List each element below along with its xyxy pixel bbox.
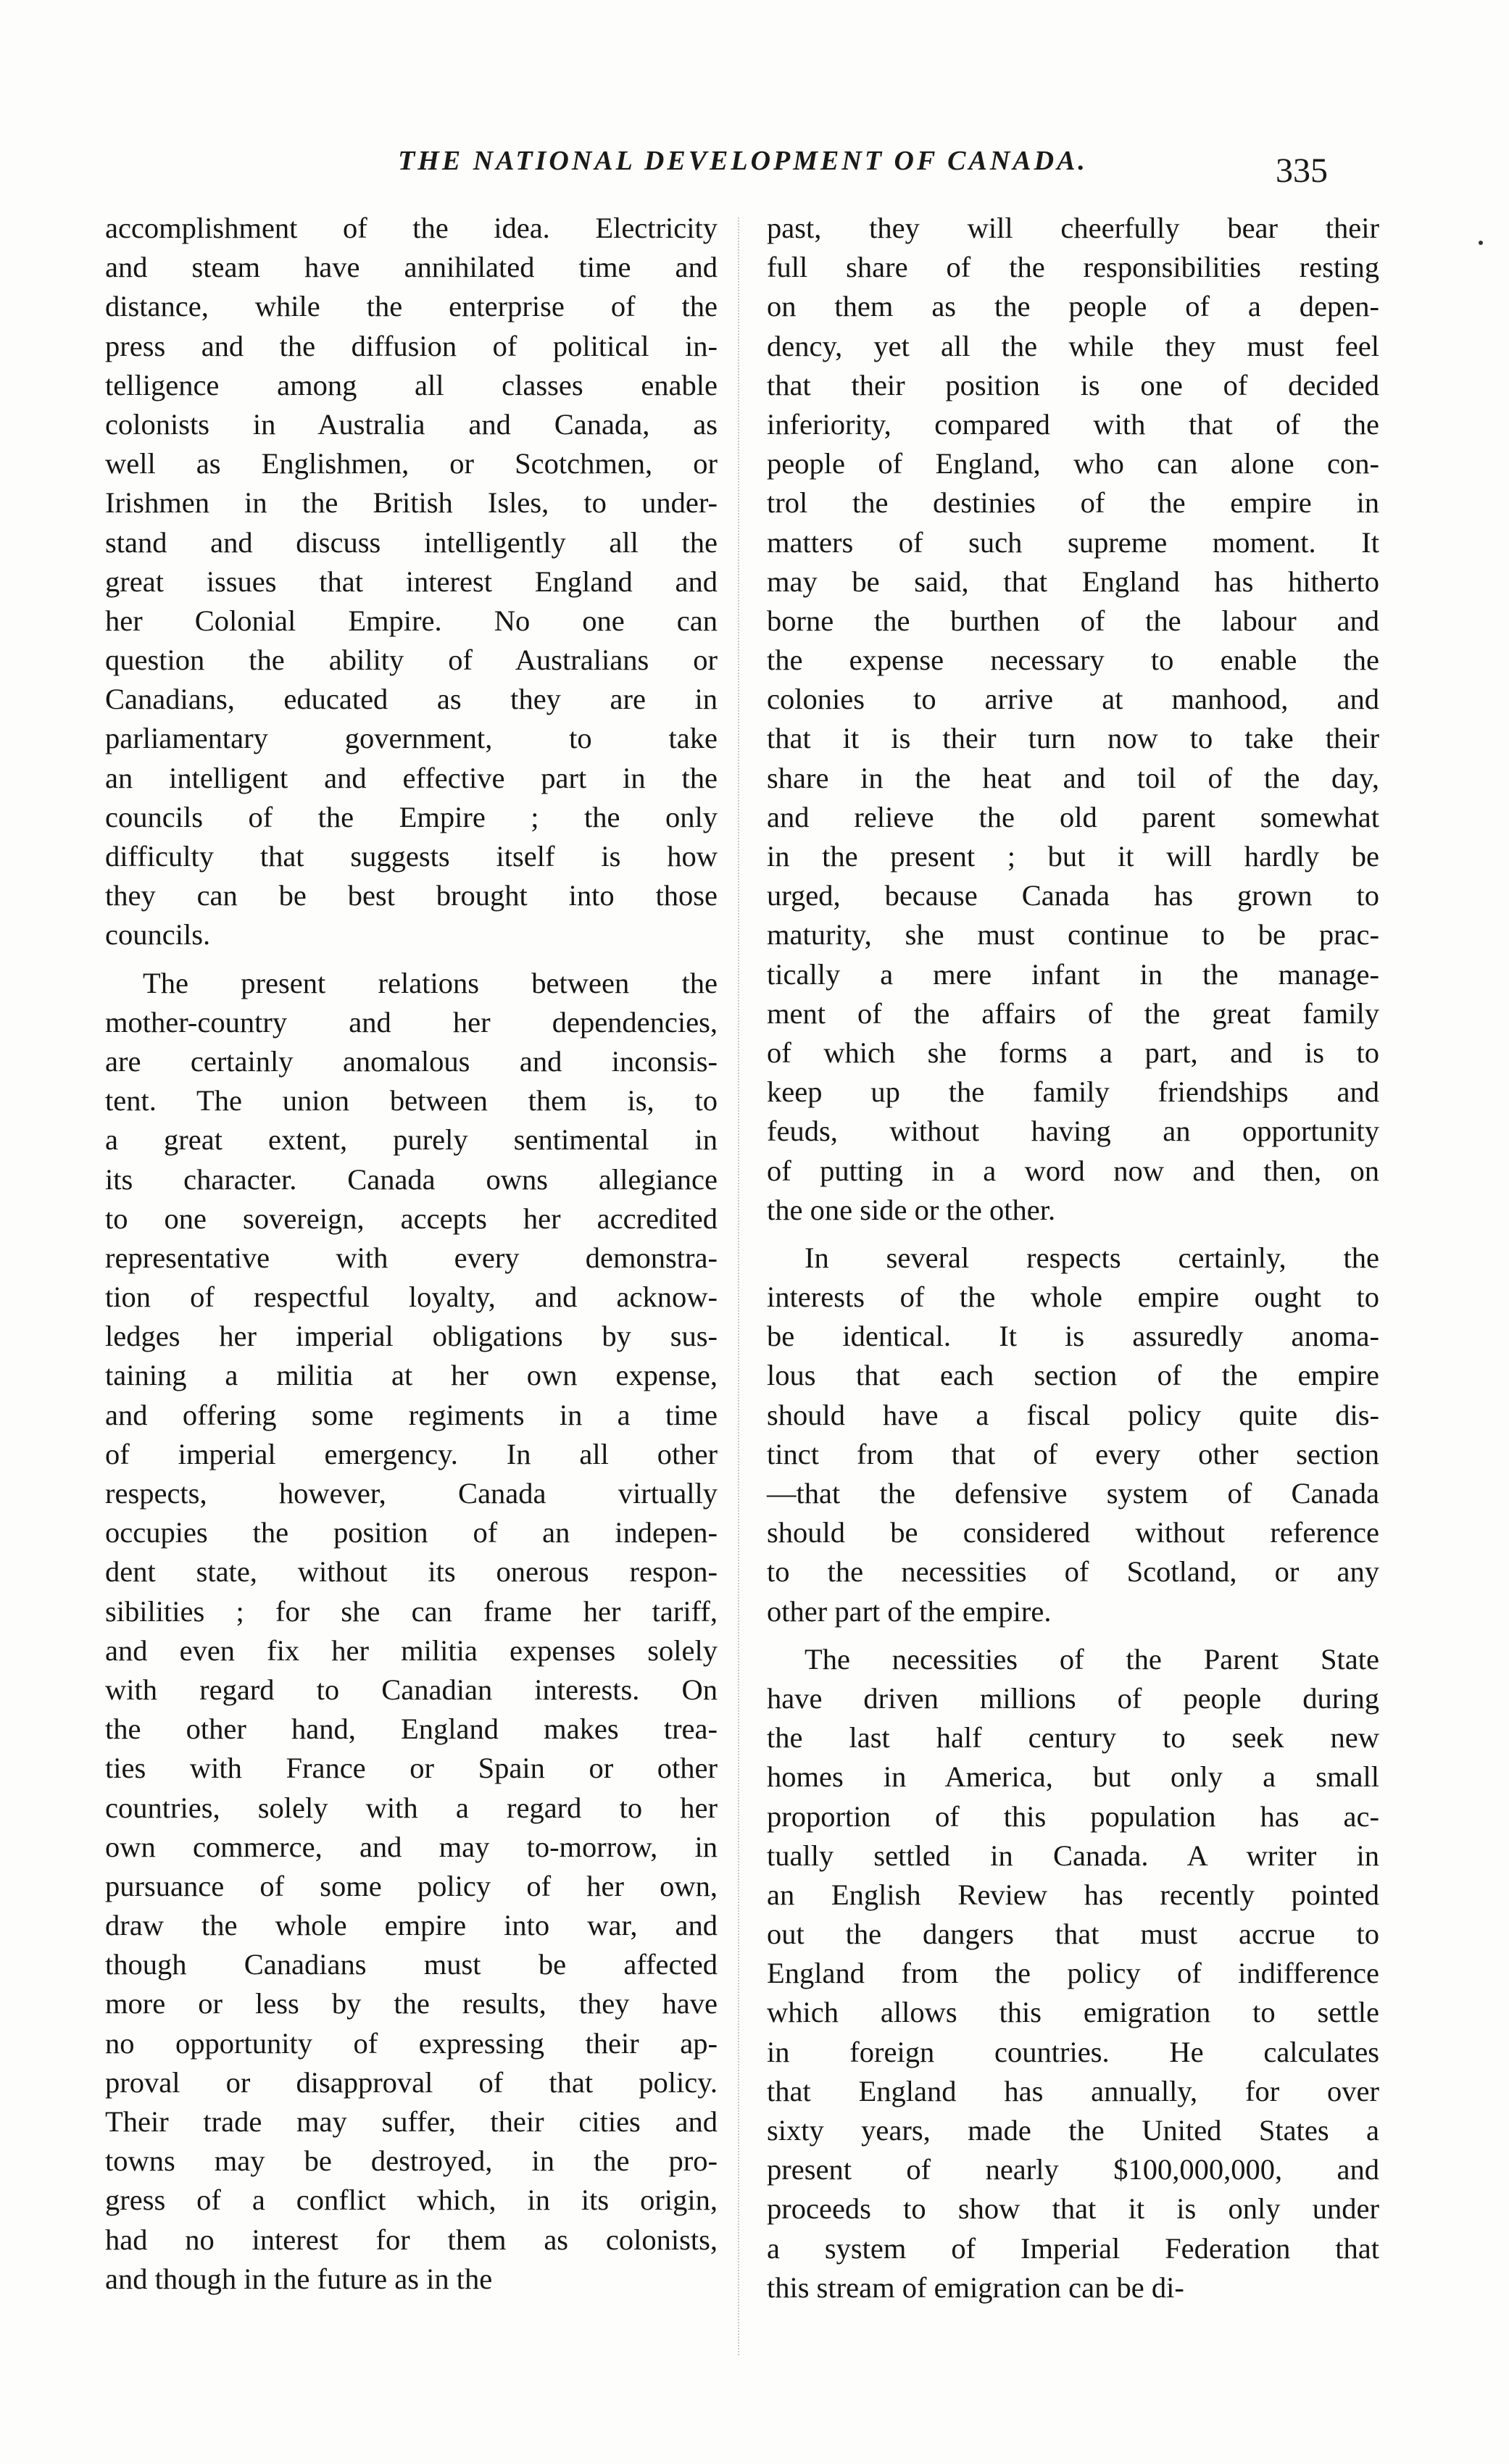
text-line: the last half century to seek new — [767, 1721, 1379, 1755]
text-line: lous that each section of the empire — [767, 1359, 1379, 1392]
text-line: press and the diffusion of political in- — [105, 329, 718, 362]
text-line: inferiority, compared with that of the — [767, 407, 1379, 441]
text-line: accomplishment of the idea. Electricity — [105, 212, 718, 244]
text-line: keep up the family friendships and — [767, 1075, 1379, 1109]
text-line: other part of the empire. — [767, 1594, 1052, 1628]
text-line: matters of such supreme moment. It — [767, 525, 1379, 559]
text-line: sibilities ; for she can frame her tariff, — [105, 1594, 718, 1628]
text-line: interests of the whole empire ought to — [767, 1281, 1379, 1314]
text-line: out the dangers that must accrue to — [767, 1918, 1379, 1951]
text-line: tent. The union between them is, to — [105, 1084, 718, 1117]
text-line: telligence among all classes enable — [105, 368, 718, 401]
text-line: and though in the future as in the — [105, 2262, 493, 2295]
text-line: share in the heat and toil of the day, — [767, 761, 1379, 794]
text-line: councils of the Empire ; the only — [105, 800, 718, 833]
text-line: in the present ; but it will hardly be — [767, 840, 1379, 873]
text-line: mother-country and her dependencies, — [105, 1005, 718, 1039]
text-line: proval or disapproval of that policy. — [105, 2065, 718, 2099]
text-line: this stream of emigration can be di- — [767, 2271, 1184, 2304]
text-line: and relieve the old parent somewhat — [767, 800, 1379, 833]
text-line: tinct from that of every other section — [767, 1437, 1379, 1470]
right-paragraph-2 — [767, 1239, 1379, 1631]
text-line: colonies to arrive at manhood, and — [767, 683, 1379, 716]
text-line: The present relations between the — [143, 966, 718, 999]
text-line: its character. Canada owns allegiance — [105, 1162, 718, 1196]
left-column — [105, 209, 718, 2299]
text-line: own commerce, and may to-morrow, in — [105, 1830, 718, 1863]
paragraph-gap — [767, 1631, 1379, 1640]
text-line: countries, solely with a regard to her — [105, 1791, 718, 1824]
text-line: and even fix her militia expenses solely — [105, 1633, 718, 1667]
text-line: parliamentary government, to take — [105, 722, 718, 755]
text-line: past, they will cheerfully bear their — [767, 212, 1379, 244]
text-line: with regard to Canadian interests. On — [105, 1673, 718, 1706]
text-line: no opportunity of expressing their ap- — [105, 2026, 718, 2060]
text-line: borne the burthen of the labour and — [767, 604, 1379, 637]
left-paragraph-1 — [105, 209, 718, 955]
text-line: The necessities of the Parent State — [805, 1642, 1379, 1676]
text-line: trol the destinies of the empire in — [767, 486, 1379, 520]
text-line: In several respects certainly, the — [805, 1241, 1379, 1274]
text-line: tion of respectful loyalty, and acknow- — [105, 1281, 718, 1314]
text-line: of putting in a word now and then, on — [767, 1154, 1379, 1187]
text-line: distance, while the enterprise of the — [105, 290, 718, 323]
text-line: great issues that interest England and — [105, 565, 718, 598]
paragraph-gap — [767, 1230, 1379, 1239]
text-line: proceeds to show that it is only under — [767, 2192, 1379, 2226]
text-line: had no interest for them as colonists, — [105, 2223, 718, 2256]
text-line: ties with France or Spain or other — [105, 1752, 718, 1785]
text-line: present of nearly $100,000,000, and — [767, 2153, 1379, 2186]
text-line: occupies the position of an indepen- — [105, 1516, 718, 1549]
text-line: the one side or the other. — [767, 1193, 1056, 1226]
text-line: homes in America, but only a small — [767, 1760, 1379, 1794]
text-line: taining a militia at her own expense, — [105, 1359, 718, 1392]
text-line: ledges her imperial obligations by sus- — [105, 1320, 718, 1353]
text-line: more or less by the results, they have — [105, 1987, 718, 2020]
text-line: which allows this emigration to settle — [767, 1996, 1379, 2029]
text-line: maturity, she must continue to be prac- — [767, 918, 1379, 952]
text-line: of which she forms a part, and is to — [767, 1036, 1379, 1069]
text-line: councils. — [105, 918, 211, 952]
text-line: draw the whole empire into war, and — [105, 1909, 718, 1942]
right-column — [767, 209, 1379, 2307]
text-line: feuds, without having an opportunity — [767, 1115, 1379, 1148]
margin-dot — [1479, 241, 1483, 245]
text-line: dency, yet all the while they must feel — [767, 329, 1379, 362]
text-line: a system of Imperial Federation that — [767, 2231, 1379, 2265]
text-line: urged, because Canada has grown to — [767, 879, 1379, 912]
text-line: may be said, that England has hitherto — [767, 565, 1379, 598]
text-line: towns may be destroyed, in the pro- — [105, 2144, 718, 2178]
text-line: people of England, who can alone con- — [767, 447, 1379, 480]
text-line: colonists in Australia and Canada, as — [105, 407, 718, 441]
text-line: and offering some regiments in a time — [105, 1398, 718, 1431]
text-line: representative with every demonstra- — [105, 1241, 718, 1274]
text-line: difficulty that suggests itself is how — [105, 840, 718, 873]
text-line: though Canadians must be affected — [105, 1948, 718, 1981]
text-line: pursuance of some policy of her own, — [105, 1869, 718, 1902]
text-line: gress of a conflict which, in its origin, — [105, 2184, 718, 2217]
text-line: to the necessities of Scotland, or any — [767, 1555, 1379, 1589]
text-line: should be considered without reference — [767, 1516, 1379, 1549]
page-number: 335 — [1276, 151, 1328, 190]
text-line: and steam have annihilated time and — [105, 251, 718, 284]
text-line: question the ability of Australians or — [105, 644, 718, 677]
text-line: ment of the affairs of the great family — [767, 996, 1379, 1030]
text-line: a great extent, purely sentimental in — [105, 1123, 718, 1157]
text-line: her Colonial Empire. No one can — [105, 604, 718, 637]
text-line: Irishmen in the British Isles, to under- — [105, 486, 718, 520]
text-line: of imperial emergency. In all other — [105, 1437, 718, 1470]
text-line: stand and discuss intelligently all the — [105, 525, 718, 559]
text-line: tically a mere infant in the manage- — [767, 957, 1379, 991]
right-paragraph-3 — [767, 1640, 1379, 2307]
text-line: —that the defensive system of Canada — [767, 1477, 1379, 1510]
text-line: well as Englishmen, or Scotchmen, or — [105, 447, 718, 480]
text-line: proportion of this population has ac- — [767, 1799, 1379, 1833]
text-line: that it is their turn now to take their — [767, 722, 1379, 755]
text-line: are certainly anomalous and inconsis- — [105, 1044, 718, 1078]
text-line: an English Review has recently pointed — [767, 1878, 1379, 1911]
text-line: have driven millions of people during — [767, 1681, 1379, 1715]
text-line: they can be best brought into those — [105, 879, 718, 912]
text-line: in foreign countries. He calculates — [767, 2035, 1379, 2068]
left-paragraph-2 — [105, 964, 718, 2299]
right-paragraph-1 — [767, 209, 1379, 1230]
paragraph-gap — [105, 955, 718, 964]
text-line: the other hand, England makes trea- — [105, 1712, 718, 1746]
text-line: that England has annually, for over — [767, 2074, 1379, 2107]
text-line: full share of the responsibilities resting — [767, 251, 1379, 284]
text-line: to one sovereign, accepts her accredited — [105, 1202, 718, 1235]
column-divider — [738, 217, 739, 2355]
text-line: be identical. It is assuredly anoma- — [767, 1320, 1379, 1353]
text-line: sixty years, made the United States a — [767, 2114, 1379, 2147]
text-line: dent state, without its onerous respon- — [105, 1555, 718, 1589]
running-title: THE NATIONAL DEVELOPMENT OF CANADA. — [398, 146, 1088, 176]
text-line: the expense necessary to enable the — [767, 644, 1379, 677]
text-line: respects, however, Canada virtually — [105, 1477, 718, 1510]
text-line: England from the policy of indifference — [767, 1957, 1379, 1990]
text-line: tually settled in Canada. A writer in — [767, 1839, 1379, 1872]
text-line: on them as the people of a depen- — [767, 290, 1379, 323]
text-line: that their position is one of decided — [767, 368, 1379, 401]
text-line: an intelligent and effective part in the — [105, 761, 718, 794]
text-line: Their trade may suffer, their cities and — [105, 2105, 718, 2138]
text-line: should have a fiscal policy quite dis- — [767, 1398, 1379, 1431]
text-line: Canadians, educated as they are in — [105, 683, 718, 716]
